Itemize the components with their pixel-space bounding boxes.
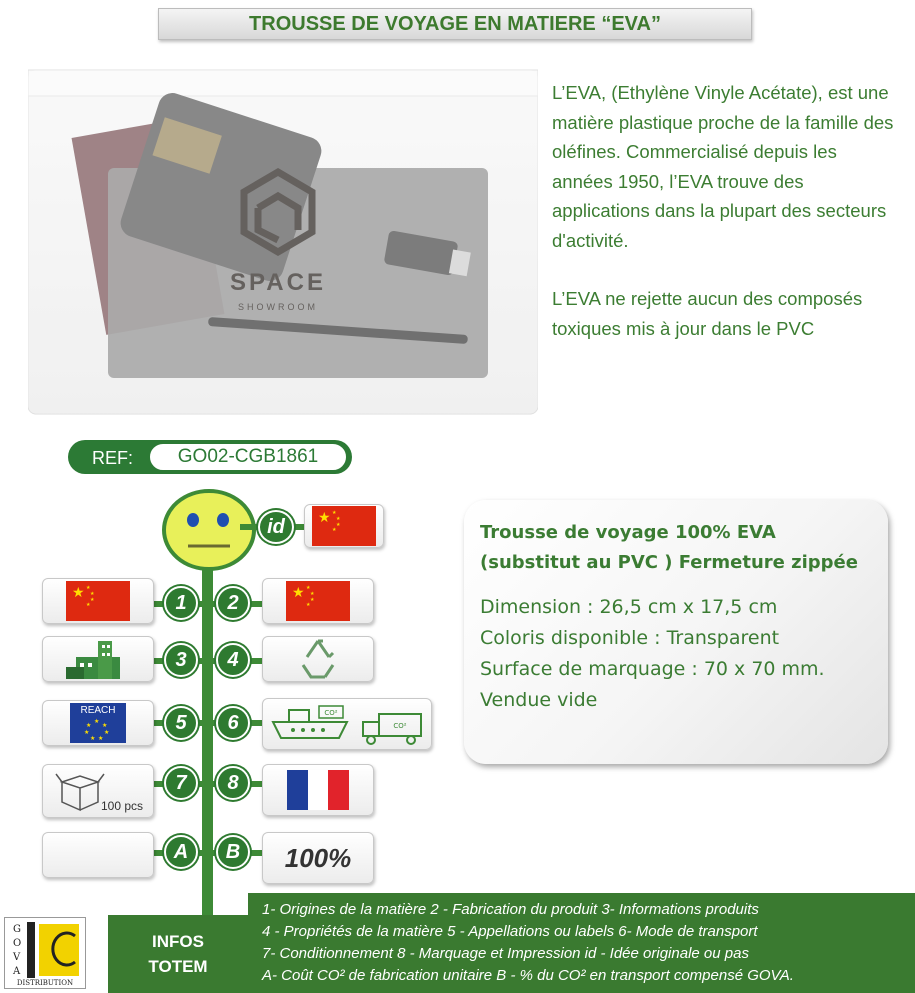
percent-label: 100%	[284, 842, 352, 873]
totem-label: TOTEM	[148, 957, 208, 976]
svg-text:REACH: REACH	[80, 705, 116, 716]
spec-dimension: Dimension : 26,5 cm x 17,5 cm	[480, 596, 778, 618]
svg-text:CO²: CO²	[324, 709, 338, 717]
smiley-icon	[160, 488, 258, 572]
node-id-label: id	[267, 515, 285, 538]
svg-text:★: ★	[86, 722, 92, 729]
description-paragraph-1: L’EVA, (Ethylène Vinyle Acétate), est une matière plastique proche de la famille des oléfines. Commercialisé depuis les années 1950, l’EVA trouve des applications dans la plupart des secteurs d'activité.	[552, 82, 894, 251]
svg-text:CO²: CO²	[393, 722, 407, 730]
china-flag-icon	[312, 506, 376, 546]
page-title: TROUSSE DE VOYAGE EN MATIERE “EVA”	[249, 12, 661, 35]
node-2-label: 2	[227, 591, 239, 614]
svg-text:★: ★	[90, 597, 95, 603]
node-id	[258, 510, 294, 544]
legend-line-4: A- Coût CO² de fabrication unitaire B - % du CO² en transport compensé GOVA.	[262, 967, 794, 984]
node-4	[216, 643, 250, 677]
gova-logo	[4, 917, 86, 989]
svg-text:★: ★	[332, 527, 337, 533]
product-photo	[28, 68, 538, 416]
svg-text:★: ★	[98, 735, 104, 742]
material-description	[552, 78, 902, 372]
transport-ship-truck-icon	[267, 700, 427, 748]
tile-3	[42, 636, 154, 682]
spec-marking-area: Surface de marquage : 70 x 70 mm.	[480, 658, 825, 680]
svg-text:★: ★	[94, 718, 100, 725]
infos-totem-label	[108, 915, 248, 993]
svg-text:★: ★	[332, 510, 337, 516]
node-3	[164, 643, 198, 677]
spec-heading-2: (substitut au PVC ) Fermeture zippée	[480, 552, 858, 573]
space-logo-subtext: SHOWROOM	[238, 302, 318, 312]
ref-value: GO02-CGB1861	[148, 442, 348, 472]
node-7	[164, 766, 198, 800]
description-paragraph-2: L’EVA ne rejette aucun des composés toxiques mis à jour dans le PVC	[552, 288, 863, 339]
svg-text:★: ★	[86, 585, 91, 591]
svg-text:100 pcs: 100 pcs	[100, 799, 144, 813]
spec-sold-empty: Vendue vide	[480, 689, 598, 711]
reach-eu-icon	[68, 701, 128, 745]
totem-legend	[248, 893, 915, 993]
svg-text:★: ★	[90, 591, 95, 597]
legend-line-1: 1- Origines de la matière 2 - Fabrication du produit 3- Informations produits	[262, 901, 759, 918]
tile-a	[42, 832, 154, 878]
spec-box	[464, 500, 888, 764]
totem-trunk	[202, 560, 213, 965]
svg-text:★: ★	[318, 510, 331, 526]
ref-label: REF:	[92, 448, 134, 468]
node-7-label: 7	[175, 771, 187, 794]
node-8-label: 8	[227, 771, 239, 794]
svg-text:★: ★	[306, 602, 311, 608]
france-flag-icon	[287, 770, 349, 810]
svg-text:★: ★	[90, 735, 96, 742]
node-1-label: 1	[175, 591, 187, 614]
svg-text:O: O	[13, 938, 22, 949]
tile-6	[262, 698, 432, 750]
infos-label: INFOS	[152, 932, 204, 951]
recycle-icon	[293, 637, 343, 681]
tile-id	[304, 504, 384, 548]
space-logo-text: SPACE	[230, 269, 326, 296]
page-title-bar	[158, 8, 752, 40]
svg-text:★: ★	[336, 522, 341, 528]
node-6	[216, 706, 250, 740]
tile-b	[262, 832, 374, 884]
svg-text:★: ★	[84, 729, 90, 736]
node-5	[164, 706, 198, 740]
svg-text:G: G	[13, 924, 21, 935]
svg-text:★: ★	[310, 591, 315, 597]
svg-text:★: ★	[72, 585, 85, 601]
svg-text:★: ★	[310, 597, 315, 603]
node-4-label: 4	[227, 648, 239, 671]
node-5-label: 5	[175, 711, 187, 734]
node-8	[216, 766, 250, 800]
factory-icon	[58, 637, 138, 681]
node-a	[164, 835, 198, 869]
node-1	[164, 586, 198, 620]
tile-7	[42, 764, 154, 818]
tile-1	[42, 578, 154, 624]
china-flag-icon	[66, 581, 130, 621]
svg-text:★: ★	[102, 722, 108, 729]
svg-text:★: ★	[86, 602, 91, 608]
node-3-label: 3	[175, 648, 187, 671]
tile-5	[42, 700, 154, 746]
spec-colour: Coloris disponible : Transparent	[480, 627, 780, 649]
svg-text:V: V	[13, 952, 21, 963]
node-6-label: 6	[227, 711, 239, 734]
node-b-label: B	[225, 840, 241, 863]
node-a-label: A	[173, 840, 189, 863]
tile-2	[262, 578, 374, 624]
svg-text:A: A	[13, 966, 21, 977]
svg-text:★: ★	[306, 585, 311, 591]
tile-8	[262, 764, 374, 816]
box-icon	[46, 766, 150, 816]
svg-text:★: ★	[292, 585, 305, 601]
legend-line-2: 4 - Propriétés de la matière 5 - Appellations ou labels 6- Mode de transport	[262, 923, 758, 940]
legend-line-3: 7- Conditionnement 8 - Marquage et Impression id - Idée originale ou pas	[262, 945, 749, 962]
tile-4	[262, 636, 374, 682]
svg-text:DISTRIBUTION: DISTRIBUTION	[16, 979, 74, 987]
svg-text:★: ★	[336, 516, 341, 522]
spec-heading-1: Trousse de voyage 100% EVA	[480, 522, 776, 543]
svg-text:★: ★	[104, 729, 110, 736]
node-b	[216, 835, 250, 869]
node-2	[216, 586, 250, 620]
china-flag-icon	[286, 581, 350, 621]
